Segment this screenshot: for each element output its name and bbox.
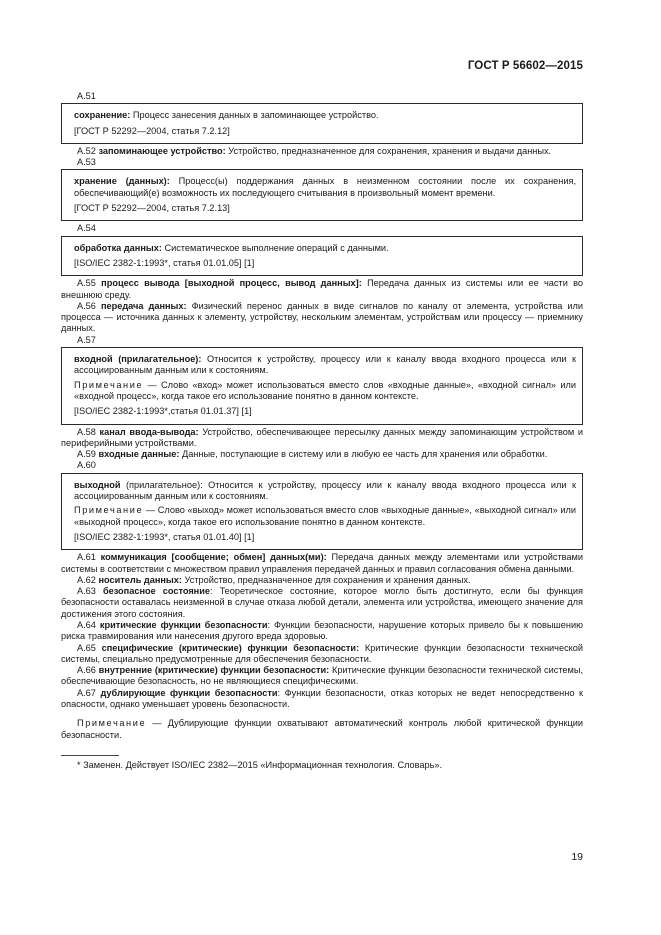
term-box-a60 xyxy=(61,473,583,550)
terms-content xyxy=(61,91,583,771)
definition-a60: (прилагательное): Относится к устройству, процессу или к каналу ввода входного процесса или к ассоциированным данным или к состояниям. xyxy=(74,479,576,502)
term-box-a54 xyxy=(61,236,583,277)
entry-number-a64: А.64 xyxy=(77,619,100,630)
entry-number-a66: А.66 xyxy=(77,665,99,676)
entry-a64 xyxy=(61,620,583,643)
term-definition-a54 xyxy=(74,243,576,254)
entry-number-a52: А.52 xyxy=(77,145,99,156)
definition-a53: Процесс(ы) поддержания данных в неизменном состоянии после их сохранения, обеспечивающий(е) возможность их последующего считывания в произвольный момент времени. xyxy=(74,176,576,198)
entry-a62 xyxy=(61,575,583,586)
entry-number-a56: А.56 xyxy=(77,300,101,311)
entry-number-a59: А.59 xyxy=(77,449,99,460)
definition-a57: Относится к устройству, процессу или к каналу ввода входного процесса или к ассоциированным данным или к состояниям. xyxy=(74,354,576,376)
entry-number-a63: А.63 xyxy=(77,586,103,597)
entry-a61 xyxy=(61,552,583,575)
entry-a65 xyxy=(61,643,583,666)
definition-a51: Процесс занесения данных в запоминающее устройство. xyxy=(130,110,379,121)
definition-a67: : Функции безопасности, отказ которых не ведет непосредственно к опасности, однако уменьшает уровень безопасности. xyxy=(61,687,584,710)
footnote-divider xyxy=(61,755,119,756)
source-a51: [ГОСТ Р 52292—2004, статья 7.2.12] xyxy=(74,125,230,136)
note-label-a60: Примечание xyxy=(74,505,144,516)
note-a60 xyxy=(74,505,576,528)
definition-a59: Данные, поступающие в систему или в любую ее часть для хранения или обработки. xyxy=(179,449,548,460)
term-definition-a53 xyxy=(74,176,576,199)
definition-a52: Устройство, предназначенное для сохранения, хранения и выдачи данных. xyxy=(225,145,552,156)
definition-a58: Устройство, обеспечивающее пересылку данных между запоминающим устройством и периферийными устройствами. xyxy=(61,426,583,448)
entry-a59 xyxy=(61,449,583,460)
definition-a62: Устройство, предназначенное для сохранения и хранения данных. xyxy=(181,574,471,585)
entry-number-a58: А.58 xyxy=(77,426,100,437)
final-note xyxy=(61,718,583,741)
entry-a63 xyxy=(61,586,583,620)
entry-number-a61: А.61 xyxy=(77,552,101,563)
term-box-a53 xyxy=(61,169,583,221)
term-a61: коммуникация [сообщение; обмен] данных(ми): xyxy=(100,552,327,563)
term-a65: специфические (критические) функции безопасности: xyxy=(101,642,360,653)
term-a53: хранение (данных): xyxy=(74,176,170,187)
definition-a54: Систематическое выполнение операций с данными. xyxy=(161,242,389,253)
final-note-label: Примечание xyxy=(77,718,147,729)
definition-a56: Физический перенос данных в виде сигналов по каналу от элемента, устройства или процесса — источника данных к элементу, устройству, нескольким элементам, устройствам или процессу — приемнику данных. xyxy=(61,300,583,334)
term-a64: критические функции безопасности xyxy=(99,619,268,630)
source-a60: [ISO/IEC 2382-1:1993*, статья 01.01.40] [1] xyxy=(74,531,255,542)
term-a59: входные данные: xyxy=(98,449,180,460)
term-a51: сохранение: xyxy=(74,110,131,121)
source-a57: [ISO/IEC 2382-1:1993*,статья 01.01.37] [1] xyxy=(74,406,252,417)
page-number: 19 xyxy=(571,851,583,863)
source-a53: [ГОСТ Р 52292—2004, статья 7.2.13] xyxy=(74,203,230,214)
note-text-a60: — Слово «выход» может использоваться вместо слов «выходные данные», «выходной сигнал» или «выходной процесс», когда такое его использование понятно в данном контексте. xyxy=(74,505,576,527)
document-code: ГОСТ Р 56602—2015 xyxy=(467,60,583,72)
entry-number-a51: А.51 xyxy=(77,91,96,101)
definition-a61: Передача данных между элементами или устройствами системы в соответствии с множеством правил управления передачей данных и правил согласования обмена данными. xyxy=(61,552,583,574)
term-a52: запоминающее устройство: xyxy=(98,145,226,156)
term-a66: внутренние (критические) функции безопасности: xyxy=(98,665,330,676)
term-a54: обработка данных: xyxy=(74,242,162,253)
term-box-a51 xyxy=(61,103,583,144)
term-definition-a51 xyxy=(74,110,576,121)
term-box-a57 xyxy=(61,347,583,424)
entry-a67 xyxy=(61,688,583,711)
entry-number-a67: А.67 xyxy=(77,687,101,698)
entry-a55 xyxy=(61,278,583,301)
definition-a63: : Теоретическое состояние, которое могло быть достигнуто, если бы функция безопасности оставалась неизменной в случае отказа любой детали, элемента или устройства, имеющего значение для достижения этого состояния. xyxy=(61,586,584,619)
entry-number-a62: А.62 xyxy=(77,574,99,585)
term-a63: безопасное состояние xyxy=(102,586,210,597)
footnote: * Заменен. Действует ISO/IEC 2382—2015 «Информационная технология. Словарь». xyxy=(77,759,443,770)
note-text-a57: — Слово «вход» может использоваться вместо слов «входные данные», «входной сигнал» или «входной процесс», когда такое его использование понятно в данном контексте. xyxy=(74,379,576,401)
term-a60: выходной xyxy=(74,479,121,490)
source-a54: [ISO/IEC 2382-1:1993*, статья 01.01.05] [1] xyxy=(74,257,255,268)
entry-number-a54: А.54 xyxy=(77,223,96,234)
entry-a66 xyxy=(61,665,583,688)
entry-a58 xyxy=(61,427,583,450)
entry-a52 xyxy=(61,146,583,157)
definition-a66: Критические функции безопасности технической системы, обеспечивающие безопасность, но не являющиеся специфическими. xyxy=(61,665,584,687)
term-definition-a57 xyxy=(74,354,576,377)
entry-number-a53: А.53 xyxy=(77,157,96,168)
definition-a65: Критические функции безопасности технической системы, специально предусмотренные для обеспечения безопасности. xyxy=(61,642,584,664)
term-a55: процесс вывода [выходной процесс, вывод данных]: xyxy=(101,278,362,289)
entry-a56 xyxy=(61,301,583,335)
note-label-a57: Примечание xyxy=(74,379,144,390)
note-a57 xyxy=(74,380,576,403)
term-a58: канал ввода-вывода: xyxy=(99,426,199,437)
entry-number-a65: А.65 xyxy=(77,642,102,653)
entry-number-a55: А.55 xyxy=(77,278,102,289)
term-definition-a60 xyxy=(74,480,576,503)
entry-number-a57: А.57 xyxy=(77,334,96,345)
definition-a64: : Функции безопасности, нарушение которых привело бы к повышению риска травмирования или нанесения другого вреда здоровью. xyxy=(61,619,584,642)
term-a57: входной (прилагательное): xyxy=(74,354,202,365)
term-a67: дублирующие функции безопасности xyxy=(100,687,278,698)
final-note-text: — Дублирующие функции охватывают автоматический контроль любой критической функции безопасности. xyxy=(61,718,583,740)
definition-a55: Передача данных из системы или ее части во внешнюю среду. xyxy=(61,278,583,300)
entry-number-a60: А.60 xyxy=(77,460,96,471)
term-a62: носитель данных: xyxy=(98,574,182,585)
term-a56: передача данных: xyxy=(100,300,187,311)
